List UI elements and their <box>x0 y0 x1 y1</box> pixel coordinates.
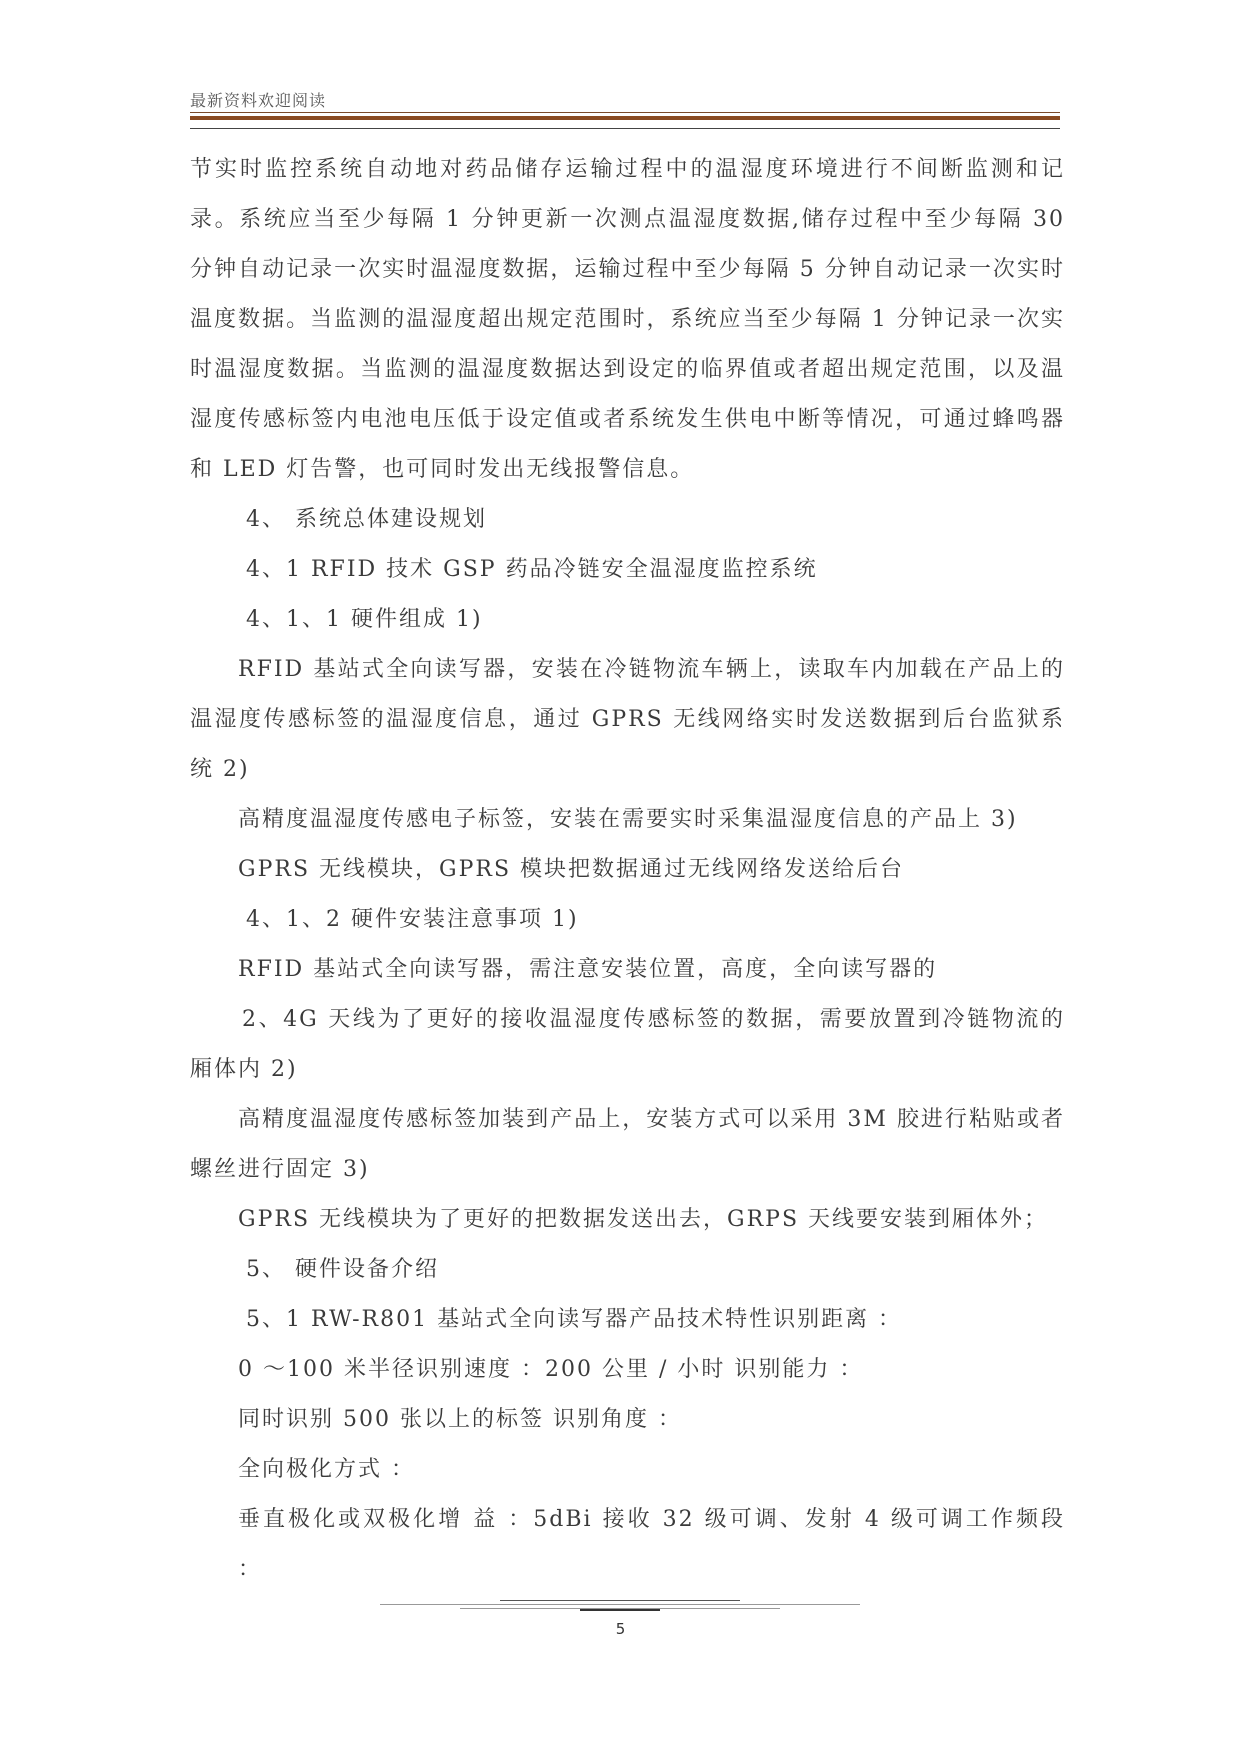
paragraph: GPRS 无线模块，GPRS 模块把数据通过无线网络发送给后台 <box>238 857 905 882</box>
paragraph: 垂直极化或双极化增 益 ：5dBi 接收 32 级可调、发射 4 级可调工作频段 ： <box>238 1507 1074 1582</box>
section-heading: 4、1、2 硬件安装注意事项 1) <box>246 907 579 932</box>
footer-rule <box>500 1600 740 1601</box>
paragraph: GPRS 无线模块为了更好的把数据发送出去，GRPS 天线要安装到厢体外； <box>238 1207 1049 1232</box>
header-title: 最新资料欢迎阅读 <box>190 91 327 110</box>
page-number: 5 <box>615 1620 626 1638</box>
paragraph: 高精度温湿度传感电子标签，安装在需要实时采集温湿度信息的产品上 3) <box>238 807 1018 832</box>
paragraph: 节实时监控系统自动地对药品储存运输过程中的温湿度环境进行不间断监测和记录。系统应当至少每隔 1 分钟更新一次测点温湿度数据,储存过程中至少每隔 30 分钟自动记录一次实时温湿度数据，运输过程中至少每隔 5 分钟自动记录一次实时温度数据。当监测的温湿度超出规定范围时，系统应当至少每隔 1 分钟记录一次实时温湿度数据。当监测的温湿度数据达到设定的临界值或者超出规定范围，以及温湿度传感标签内电池电压低于设定值或者系统发生供电中断等情况，可通过蜂鸣器和 LED 灯告警，也可同时发出无线报警信息。 <box>190 157 1074 482</box>
header-rule-bottom <box>190 128 1060 129</box>
paragraph: 0 ～100 米半径识别速度 ：200 公里 / 小时 识别能力 ： <box>238 1357 864 1382</box>
paragraph: 高精度温湿度传感标签加装到产品上，安装方式可以采用 3M 胶进行粘贴或者螺丝进行固定 3) <box>190 1107 1065 1182</box>
section-heading: 4、 系统总体建设规划 <box>246 507 487 532</box>
section-heading: 4、1 RFID 技术 GSP 药品冷链安全温湿度监控系统 <box>246 557 818 582</box>
paragraph: 全向极化方式 ： <box>238 1457 415 1482</box>
paragraph: 同时识别 500 张以上的标签 识别角度 ： <box>238 1407 682 1432</box>
paragraph: RFID 基站式全向读写器，安装在冷链物流车辆上，读取车内加载在产品上的温湿度传感标签的温湿度信息，通过 GPRS 无线网络实时发送数据到后台监狱系统 2) <box>190 657 1065 782</box>
header-rule-top <box>190 112 1060 113</box>
paragraph: 2、4G 天线为了更好的接收温湿度传感标签的数据，需要放置到冷链物流的厢体内 2) <box>190 1007 1065 1082</box>
section-heading: 4、1、1 硬件组成 1) <box>246 607 483 632</box>
header-rule-thick <box>190 116 1060 120</box>
paragraph: RFID 基站式全向读写器，需注意安装位置，高度，全向读写器的 <box>238 957 938 982</box>
section-heading: 5、 硬件设备介绍 <box>246 1257 439 1282</box>
footer-rule <box>580 1609 660 1611</box>
footer-rule <box>380 1604 860 1605</box>
document-body <box>190 145 1074 1595</box>
section-heading: 5、1 RW-R801 基站式全向读写器产品技术特性识别距离 ： <box>246 1307 903 1332</box>
